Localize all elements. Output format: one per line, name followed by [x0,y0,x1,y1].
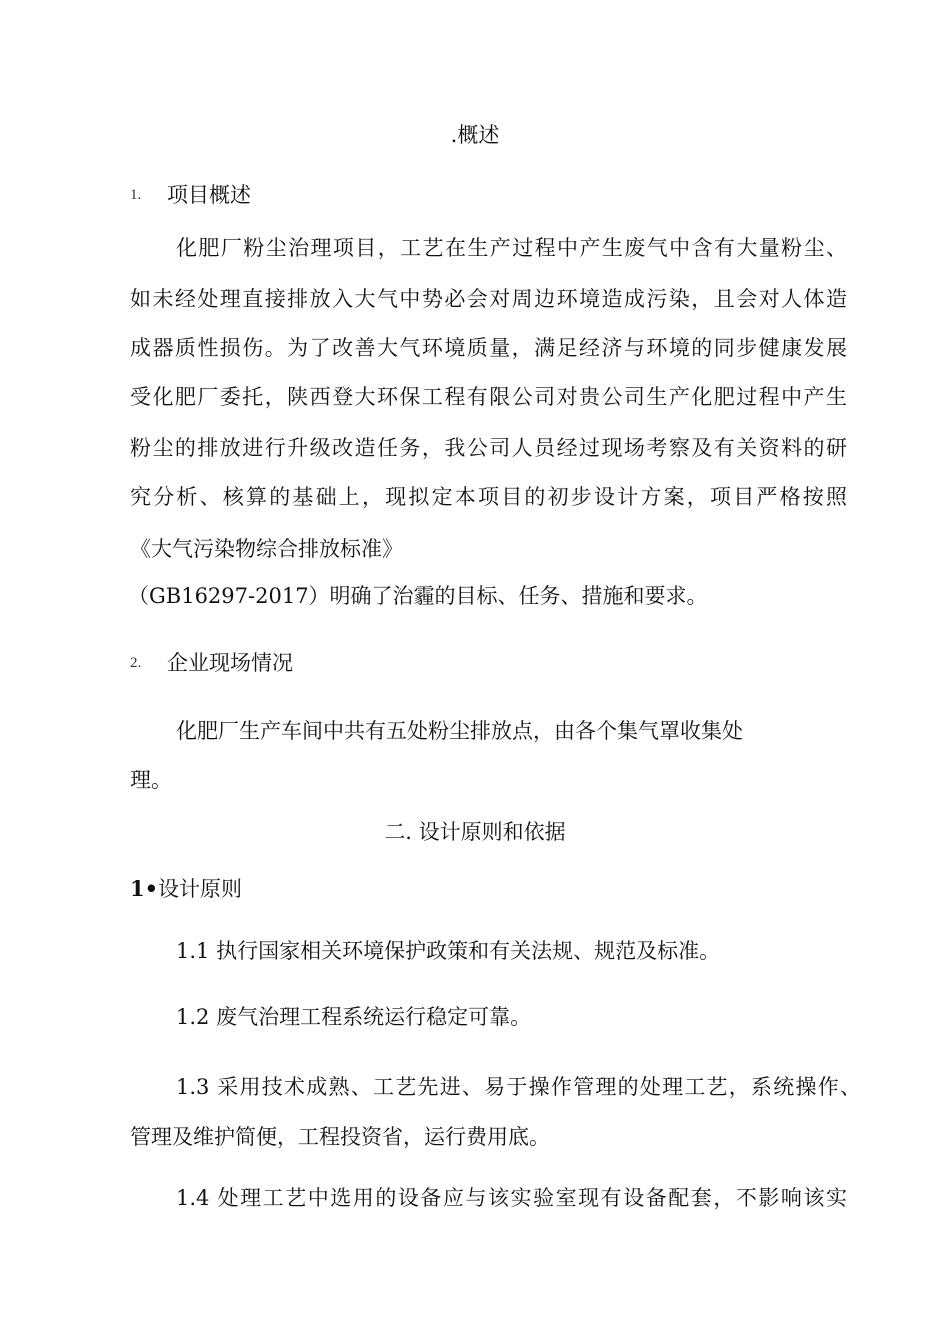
principle-1-3-line: 管理及维护简便，工程投资省，运行费用底。 [130,1125,550,1149]
paragraph-line: 粉尘的排放进行升级改造任务，我公司人员经过现场考察及有关资料的研 [130,436,847,460]
paragraph-line: （GB16297-2017）明确了治霾的目标、任务、措施和要求。 [128,584,708,608]
section-title-overview: .概述 [450,123,500,147]
paragraph-line: 理。 [130,768,172,792]
paragraph-line: 如未经处理直接排放入大气中势必会对周边环境造成污染，且会对人体造 [130,287,847,311]
paragraph-line: 受化肥厂委托，陕西登大环保工程有限公司对贵公司生产化肥过程中产生 [130,385,847,409]
paragraph-line: 成器质性损伤。为了改善大气环境质量，满足经济与环境的同步健康发展 [130,336,847,360]
paragraph-line: 《大气污染物综合排放标准》 [130,537,403,561]
paragraph-line: 化肥厂生产车间中共有五处粉尘排放点，由各个集气罩收集处 [176,719,743,743]
item-number-2: 2. [130,655,142,671]
principle-1-4-line: 1.4 处理工艺中选用的设备应与该实验室现有设备配套，不影响该实 [176,1186,847,1210]
subheading-design-principles [130,875,242,903]
section-title-design-principles: 二. 设计原则和依据 [384,820,566,844]
principle-1-2: 1.2 废气治理工程系统运行稳定可靠。 [176,1005,532,1029]
principle-1-1: 1.1 执行国家相关环境保护政策和有关法规、规范及标准。 [176,939,721,963]
paragraph-line: 化肥厂粉尘治理项目，工艺在生产过程中产生废气中含有大量粉尘、 [176,236,847,260]
principle-1-3-line: 1.3 采用技术成熟、工艺先进、易于操作管理的处理工艺，系统操作、 [176,1075,861,1099]
paragraph-line: 究分析、核算的基础上，现拟定本项目的初步设计方案，项目严格按照 [130,485,847,509]
subheading-text: 设计原则 [158,877,243,901]
heading-site-situation: 企业现场情况 [167,651,293,675]
heading-project-overview: 项目概述 [167,183,251,207]
subheading-number: 1• [130,876,159,901]
item-number-1: 1. [130,187,142,203]
